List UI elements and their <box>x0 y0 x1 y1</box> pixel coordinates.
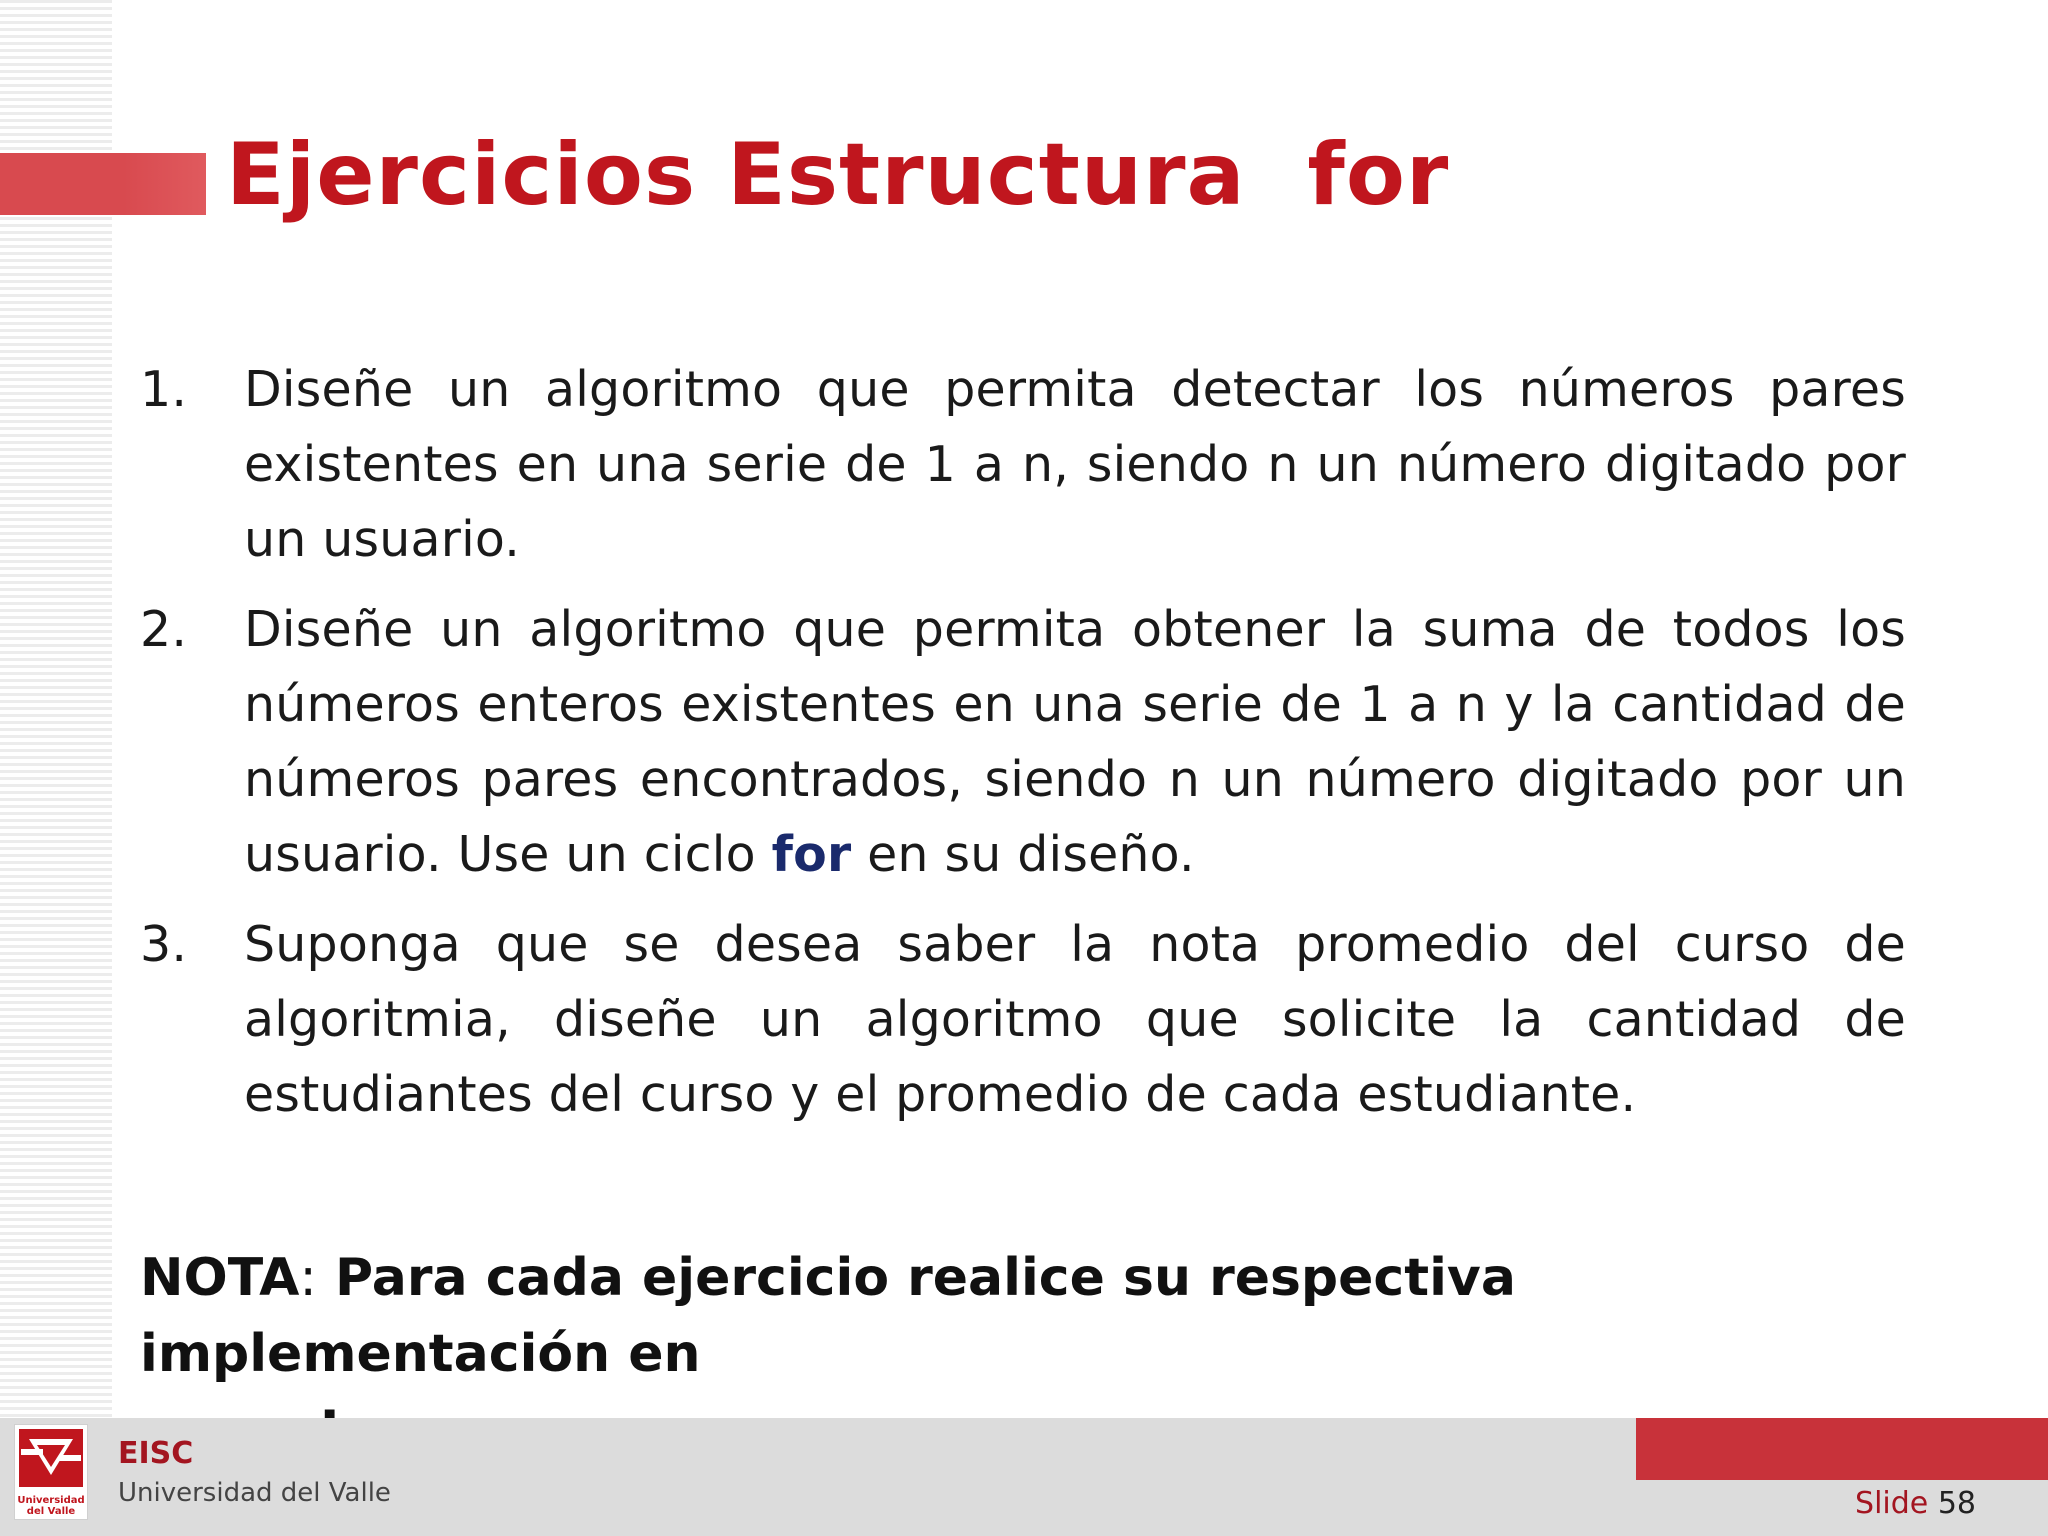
keyword-for: for <box>771 826 852 883</box>
exercise-item-1 <box>140 352 1906 577</box>
logo-caption-line1: Universidad <box>17 1495 85 1506</box>
exercise-list <box>140 352 1906 1147</box>
university-name: Universidad del Valle <box>118 1478 391 1508</box>
exercise-number: 2. <box>140 601 188 658</box>
university-shield-icon <box>15 1425 87 1491</box>
slide-title: Ejercicios Estructura for <box>226 125 1450 225</box>
title-accent-bar <box>0 153 206 215</box>
slide-number <box>1855 1486 1976 1521</box>
note-text-line1: Para cada ejercicio realice su respectiva implementación en <box>140 1248 1516 1384</box>
logo-caption <box>15 1495 87 1517</box>
exercise-number: 1. <box>140 361 188 418</box>
exercise-item-2 <box>140 592 1906 892</box>
exercise-text-after: en su diseño. <box>851 826 1195 883</box>
university-logo <box>14 1424 88 1520</box>
department-name: EISC <box>118 1436 194 1471</box>
exercise-text: Suponga que se desea saber la nota promedio del curso de algoritmia, diseñe un algoritmo que solicite la cantidad de estudiantes del curso y el promedio de cada estudiante. <box>244 916 1906 1123</box>
note-separator: : <box>299 1248 317 1308</box>
note-label: NOTA <box>140 1248 300 1308</box>
slide-number-value: 58 <box>1937 1486 1976 1521</box>
exercise-text: Diseñe un algoritmo que permita detectar los números pares existentes en una serie de 1 a n, siendo n un número digitado por un usuario. <box>244 361 1906 568</box>
exercise-number: 3. <box>140 916 188 973</box>
exercise-item-3 <box>140 907 1906 1132</box>
slide-label: Slide <box>1855 1486 1929 1521</box>
logo-caption-line2: del Valle <box>26 1506 76 1517</box>
footer-accent-bar <box>1636 1418 2048 1480</box>
exercise-text-before: Diseñe un algoritmo que permita obtener la suma de todos los números enteros existentes en una serie de 1 a n y la cantidad de números pares encontrados, siendo n un número digitado por un usuario. Use un ciclo <box>244 601 1906 883</box>
